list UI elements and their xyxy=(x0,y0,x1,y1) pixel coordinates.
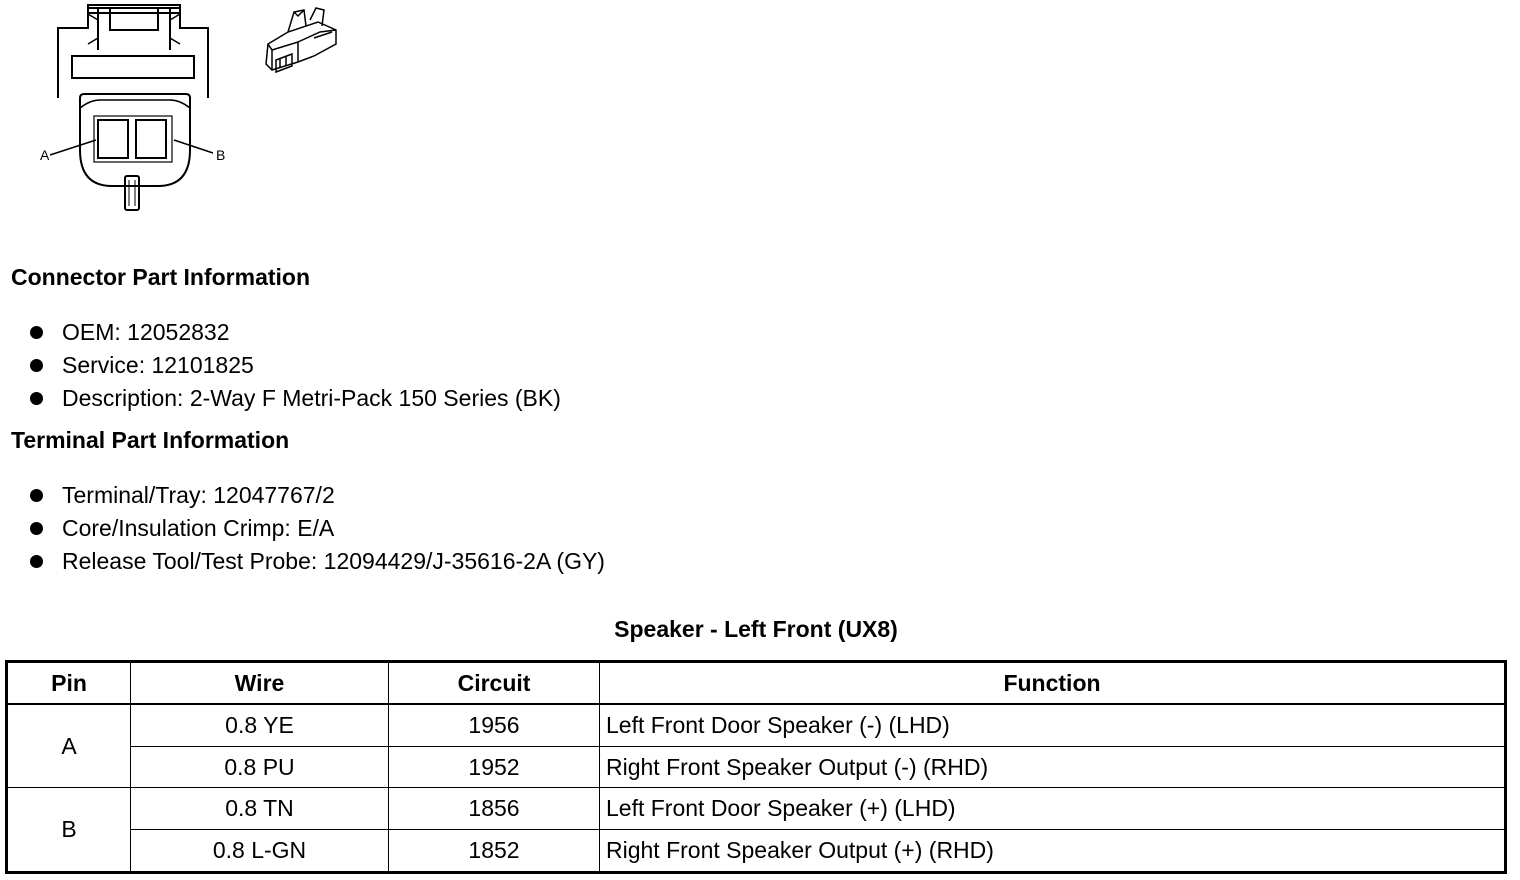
list-item-text: Terminal/Tray: 12047767/2 xyxy=(62,482,335,508)
circuit-cell: 1852 xyxy=(389,830,600,873)
connector-part-info-heading: Connector Part Information xyxy=(11,264,311,290)
table-row xyxy=(7,746,1506,788)
table-row xyxy=(7,704,1506,746)
list-item-text: Service: 12101825 xyxy=(62,352,254,378)
function-cell: Right Front Speaker Output (-) (RHD) xyxy=(600,746,1506,788)
terminal-part-info-list xyxy=(28,479,605,578)
list-item xyxy=(28,382,561,415)
bullet-icon xyxy=(30,489,43,502)
pin-a-callout: A xyxy=(40,147,50,163)
list-item xyxy=(28,545,605,578)
list-item-text: Core/Insulation Crimp: E/A xyxy=(62,515,335,541)
list-item xyxy=(28,512,605,545)
circuit-cell: 1956 xyxy=(389,704,600,746)
table-row xyxy=(7,788,1506,830)
terminal-part-info-heading: Terminal Part Information xyxy=(11,427,290,453)
list-item-text: Release Tool/Test Probe: 12094429/J-35616-2A (GY) xyxy=(62,548,605,574)
header-circuit: Circuit xyxy=(389,662,600,705)
bullet-icon xyxy=(30,359,43,372)
circuit-cell: 1952 xyxy=(389,746,600,788)
list-item-text: OEM: 12052832 xyxy=(62,319,230,345)
function-cell: Right Front Speaker Output (+) (RHD) xyxy=(600,830,1506,873)
table-header-row xyxy=(7,662,1506,705)
wire-cell: 0.8 TN xyxy=(131,788,389,830)
connector-isometric-icon xyxy=(258,4,348,86)
list-item-text: Description: 2-Way F Metri-Pack 150 Series (BK) xyxy=(62,385,561,411)
list-item xyxy=(28,479,605,512)
header-function: Function xyxy=(600,662,1506,705)
connector-part-info-list xyxy=(28,316,561,415)
wire-cell: 0.8 PU xyxy=(131,746,389,788)
function-cell: Left Front Door Speaker (+) (LHD) xyxy=(600,788,1506,830)
wire-cell: 0.8 YE xyxy=(131,704,389,746)
bullet-icon xyxy=(30,555,43,568)
pin-b-callout: B xyxy=(216,147,226,163)
table-row xyxy=(7,830,1506,873)
bullet-icon xyxy=(30,522,43,535)
circuit-cell: 1856 xyxy=(389,788,600,830)
function-cell: Left Front Door Speaker (-) (LHD) xyxy=(600,704,1506,746)
bullet-icon xyxy=(30,326,43,339)
pin-cell: B xyxy=(7,788,131,873)
pin-cell: A xyxy=(7,704,131,788)
list-item xyxy=(28,349,561,382)
list-item xyxy=(28,316,561,349)
pinout-table xyxy=(5,660,1507,874)
connector-face-diagram xyxy=(30,0,245,218)
table-title: Speaker - Left Front (UX8) xyxy=(614,616,898,642)
wire-cell: 0.8 L-GN xyxy=(131,830,389,873)
bullet-icon xyxy=(30,392,43,405)
header-pin: Pin xyxy=(7,662,131,705)
header-wire: Wire xyxy=(131,662,389,705)
